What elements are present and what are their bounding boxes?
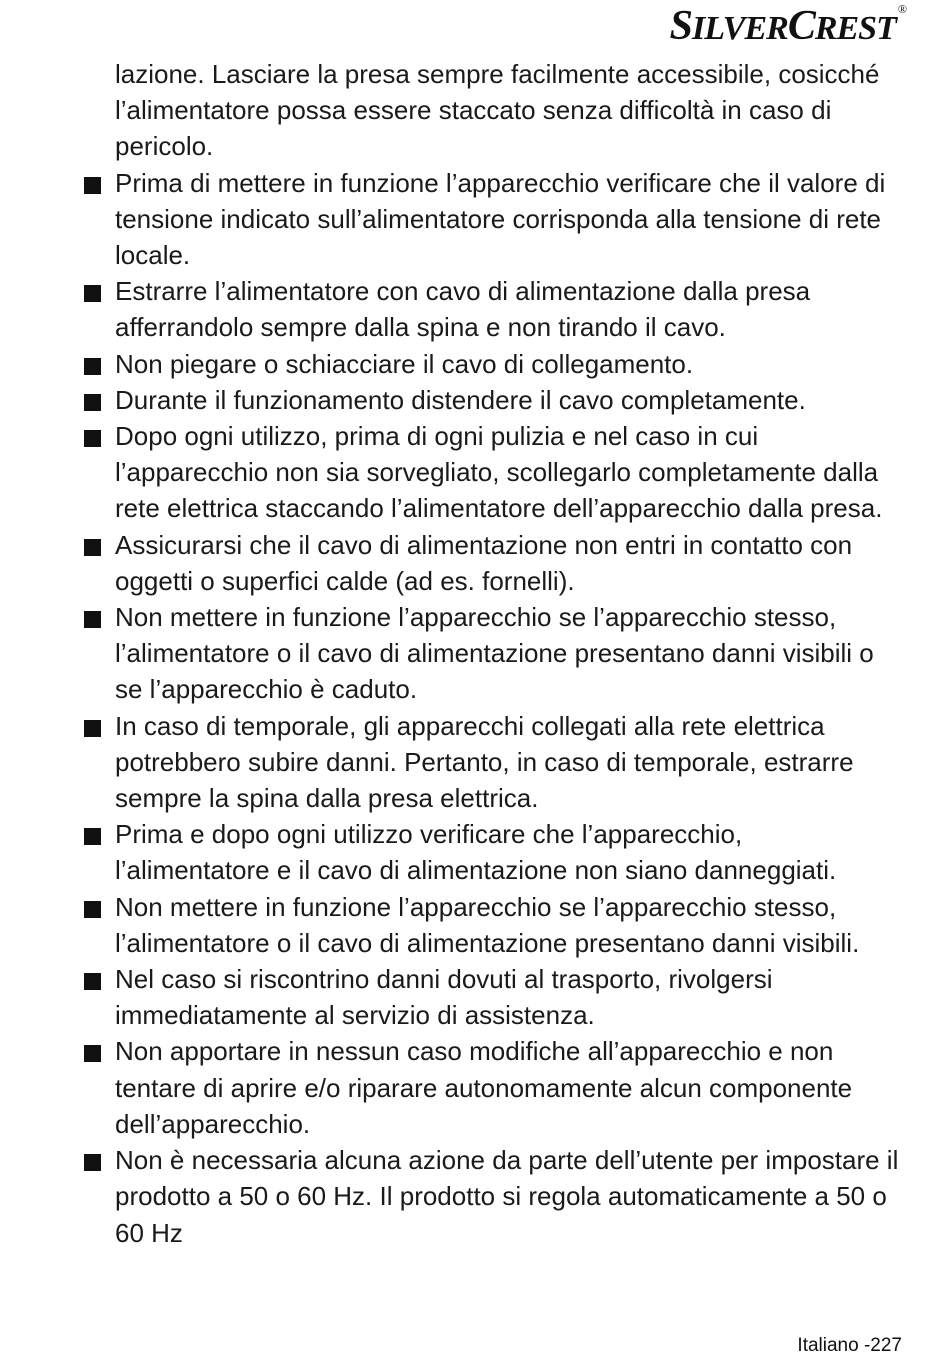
list-item: [80, 273, 900, 345]
bullet-square-icon: [84, 358, 101, 375]
list-item: [80, 1033, 900, 1142]
bullet-square-icon: [84, 611, 101, 628]
list-item-text: Non mettere in funzione l’apparecchio se l’apparecchio stesso, l’alimentatore o il cavo di alimentazione presentano danni visibili.: [115, 891, 860, 958]
list-item-text: Non mettere in funzione l’apparecchio se l’apparecchio stesso, l’alimentatore o il cavo di alimentazione presentano danni visibili o se l’apparecchio è caduto.: [115, 602, 874, 705]
brand-logo-part: ILVER: [692, 10, 788, 47]
bullet-square-icon: [84, 1154, 101, 1171]
brand-logo-part: S: [669, 3, 693, 49]
list-item-text: Non piegare o schiacciare il cavo di collegamento.: [115, 348, 694, 379]
list-item-text: Estrarre l’alimentatore con cavo di alimentazione dalla presa afferrandolo sempre dalla spina e non tirando il cavo.: [115, 276, 811, 343]
bullet-square-icon: [84, 430, 101, 447]
continued-paragraph: lazione. Lasciare la presa sempre facilmente accessibile, cosicché l’alimentatore possa essere staccato senza difficoltà in caso di pericolo.: [115, 59, 880, 162]
bullet-square-icon: [84, 285, 101, 302]
list-item: [80, 599, 900, 708]
bullet-square-icon: [84, 901, 101, 918]
brand-logo-part: REST: [814, 10, 896, 47]
list-item-text: Non apportare in nessun caso modifiche all’apparecchio e non tentare di aprire e/o riparare autonomamente alcun componente dell’apparecchio.: [115, 1036, 853, 1139]
list-item: [80, 1142, 900, 1251]
list-item-text: Durante il funzionamento distendere il cavo completamente.: [115, 384, 806, 415]
list-item: [80, 346, 900, 382]
brand-logo: [670, 2, 906, 50]
list-item: [80, 816, 900, 888]
list-item: [80, 418, 900, 527]
safety-instructions: [80, 56, 900, 1251]
list-item-text: Dopo ogni utilizzo, prima di ogni pulizia e nel caso in cui l’apparecchio non sia sorvegliato, scollegarlo completamente dalla rete elettrica staccando l’alimentatore dell’apparecchio dalla presa.: [115, 421, 883, 524]
list-item-text: Prima di mettere in funzione l’apparecchio verificare che il valore di tensione indicato sull’alimentatore corrisponda alla tensione di rete locale.: [115, 167, 886, 271]
list-item-text: Non è necessaria alcuna azione da parte dell’utente per impostare il prodotto a 50 o 60 Hz. Il prodotto si regola automaticamente a 50 o 60 Hz: [115, 1145, 899, 1248]
list-item: [80, 708, 900, 817]
bullet-square-icon: [84, 720, 101, 737]
list-item-text: Nel caso si riscontrino danni dovuti al trasporto, rivolgersi immediatamente al servizio di assistenza.: [115, 964, 773, 1031]
list-item-text: Assicurarsi che il cavo di alimentazione non entri in contatto con oggetti o superfici calde (ad es. fornelli).: [115, 529, 853, 596]
list-item: [80, 961, 900, 1033]
bullet-square-icon: [84, 177, 101, 194]
bullet-square-icon: [84, 394, 101, 411]
list-item: [80, 889, 900, 961]
list-item: [80, 165, 900, 274]
bullet-square-icon: [84, 539, 101, 556]
list-item: [80, 382, 900, 418]
brand-logo-part: C: [787, 3, 815, 49]
bullet-square-icon: [84, 828, 101, 845]
list-item: [80, 527, 900, 599]
bullet-square-icon: [84, 973, 101, 990]
registered-mark: ®: [897, 2, 906, 16]
page-number: Italiano -227: [797, 1335, 902, 1356]
bullet-square-icon: [84, 1045, 101, 1062]
list-item-text: Prima e dopo ogni utilizzo verificare che l’apparecchio, l’alimentatore e il cavo di alimentazione non siano danneggiati.: [115, 819, 837, 886]
list-item-text: In caso di temporale, gli apparecchi collegati alla rete elettrica potrebbero subire danni. Pertanto, in caso di temporale, estrarre sempre la spina dalla presa elettrica.: [115, 710, 854, 814]
